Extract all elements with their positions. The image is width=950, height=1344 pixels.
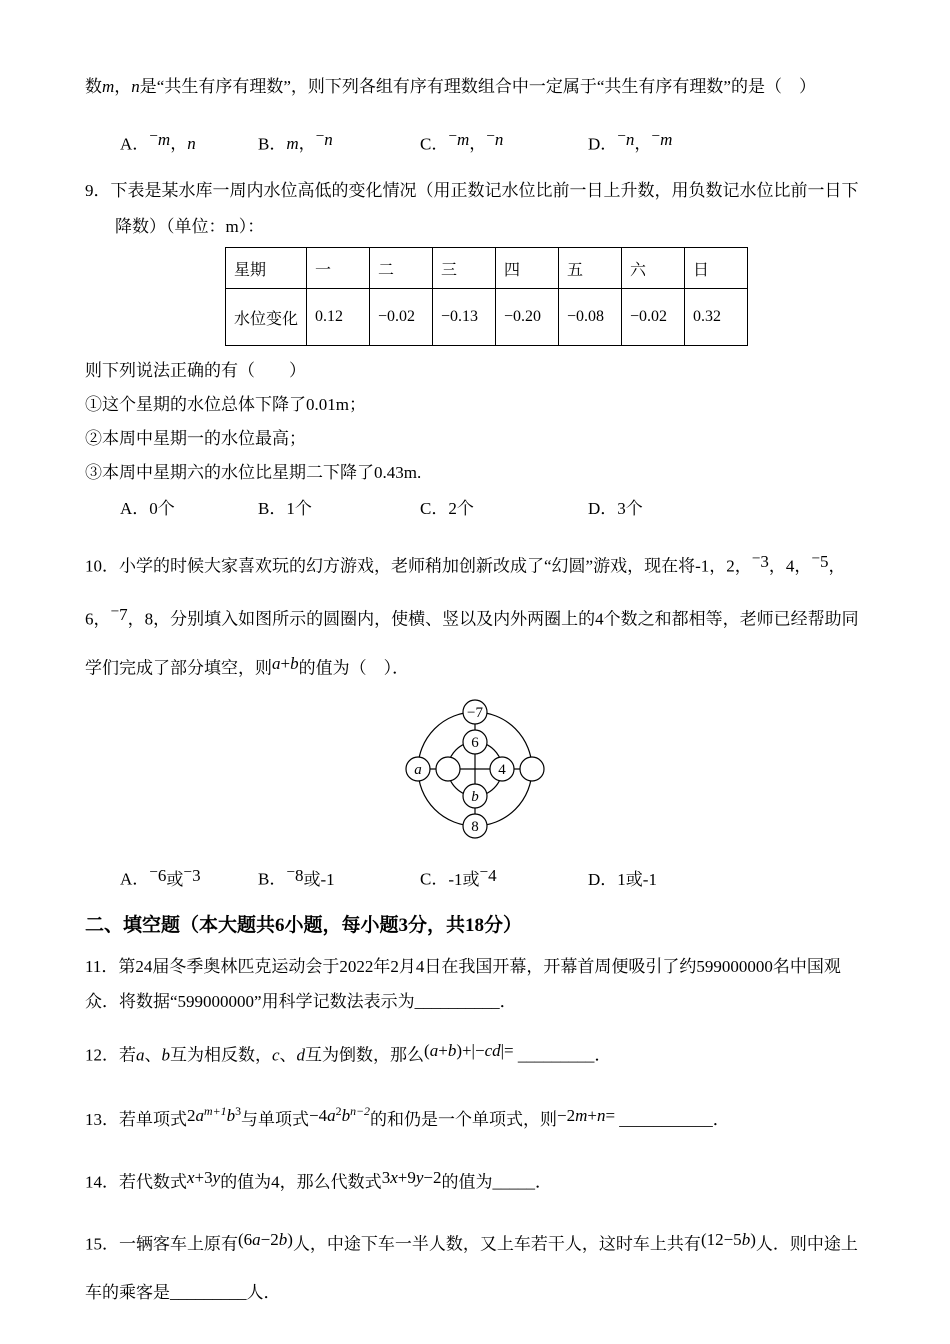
q10-option-d [588,863,657,897]
question-10-options [85,855,865,896]
table-cell: 一 [307,248,370,289]
option-formula: -1或−4 [448,863,497,889]
q8-text: 是“共生有序有理数”，则下列各组有序有理数组合中一定属于“共生有序有理数”的是（ ） [139,77,816,96]
label-4: 4 [498,762,506,779]
option-formula: 1或-1 [617,869,657,889]
option-label: C． [420,869,449,889]
option-label: B． [258,134,287,154]
option-formula: −n，−m [617,128,673,154]
q8-text: ， [114,77,132,96]
label-6: 6 [471,735,479,752]
q9-option-a: A．0个 [120,499,175,519]
table-cell: 星期 [226,248,307,289]
q8-var-n: n [131,77,140,96]
table-cell: −0.13 [433,289,496,346]
option-label: B． [258,869,287,889]
option-formula: −6或−3 [149,863,201,889]
table-cell: 五 [559,248,622,289]
option-label: C． [420,134,449,154]
label-minus7: −7 [467,705,483,722]
question-10-stem: 10．小学的时候大家喜欢玩的幻方游戏，老师稍加创新改成了“幻圆”游戏，现在将-1，2，−3，4，−5，6，−7，8，分别填入如图所示的圆圈内，使横、竖以及内外两圈上的4个数之和都相等，老师已经帮助同学们完成了部分填空，则a+b的值为（ ）． [85,550,859,678]
magic-circle-diagram [380,694,570,844]
q8-text: 数 [85,77,102,96]
label-b: b [471,789,479,806]
table-cell: 六 [622,248,685,289]
option-label: A． [120,869,150,889]
q9-option-c: C．2个 [420,499,474,519]
q8-option-d [588,120,672,161]
table-cell: −0.02 [622,289,685,346]
option-label: A． [120,134,150,154]
label-8: 8 [471,819,479,836]
option-formula: −m，n [149,128,196,154]
table-cell: 四 [496,248,559,289]
water-level-table [225,247,748,346]
option-label: D． [588,869,618,889]
table-cell: 日 [685,248,748,289]
q10-option-b [258,855,420,896]
q8-option-a [120,120,258,161]
table-cell: −0.02 [370,289,433,346]
node-inner-left [436,757,460,781]
table-cell: 水位变化 [226,289,307,346]
table-value-row [226,289,748,346]
question-13: 13．若单项式$2a^{m+1}b^3$与单项式$-4a^2b^{n-2}$的和仍是一个单项式，则−2m+n= ___________． [85,1104,730,1130]
section-2-header: 二、填空题（本大题共6小题，每小题3分，共18分） [85,914,523,936]
option-formula: −m，−n [448,128,504,154]
q9-statement-1: ①这个星期的水位总体下降了0.01m； [85,395,366,415]
question-12: 12．若a、b互为相反数，c、d互为倒数，那么(a+b)+|−cd|= _________． [85,1040,612,1065]
question-11: 11．第24届冬季奥林匹克运动会于2022年2月4日在我国开幕，开幕首周便吸引了约599000000名中国观众．将数据“599000000”用科学记数法表示为__________． [85,956,841,1011]
q9-option-d: D．3个 [588,499,643,519]
question-8-stem [85,70,865,104]
question-14: 14．若代数式x+3y的值为4，那么代数式3x+9y−2的值为_____． [85,1168,552,1192]
question-9-options [85,492,865,526]
node-outer-right [520,757,544,781]
question-15: 15．一辆客车上原有(6a−2b)人，中途下车一半人数，又上车若干人，这时车上共有(12−5b)人．则中途上车的乘客是_________人． [85,1230,858,1302]
option-formula: m，−n [286,128,333,154]
q10-option-a [120,855,258,896]
q9-option-b: B．1个 [258,499,312,519]
q9-statement-2: ②本周中星期一的水位最高； [85,429,306,449]
table-cell: 0.12 [307,289,370,346]
table-cell: −0.08 [559,289,622,346]
question-9-prompt: 则下列说法正确的有（ ） [85,361,306,381]
option-formula: −8或-1 [286,863,335,889]
label-a: a [414,762,422,779]
question-9-stem: 9．下表是某水库一周内水位高低的变化情况（用正数记水位比前一日上升数，用负数记水位比前一日下降数）（单位：m）： [85,181,859,237]
option-label: D． [588,134,618,154]
q8-option-b [258,120,420,161]
table-header-row [226,248,748,289]
table-cell: 0.32 [685,289,748,346]
q8-var-m: m [102,77,115,96]
table-cell: −0.20 [496,289,559,346]
q8-option-c [420,120,588,161]
table-cell: 二 [370,248,433,289]
question-8-options [85,120,865,161]
q10-option-c [420,855,588,896]
table-cell: 三 [433,248,496,289]
q9-statement-3: ③本周中星期六的水位比星期二下降了0.43m. [85,463,422,483]
magic-circle-figure [85,694,865,849]
